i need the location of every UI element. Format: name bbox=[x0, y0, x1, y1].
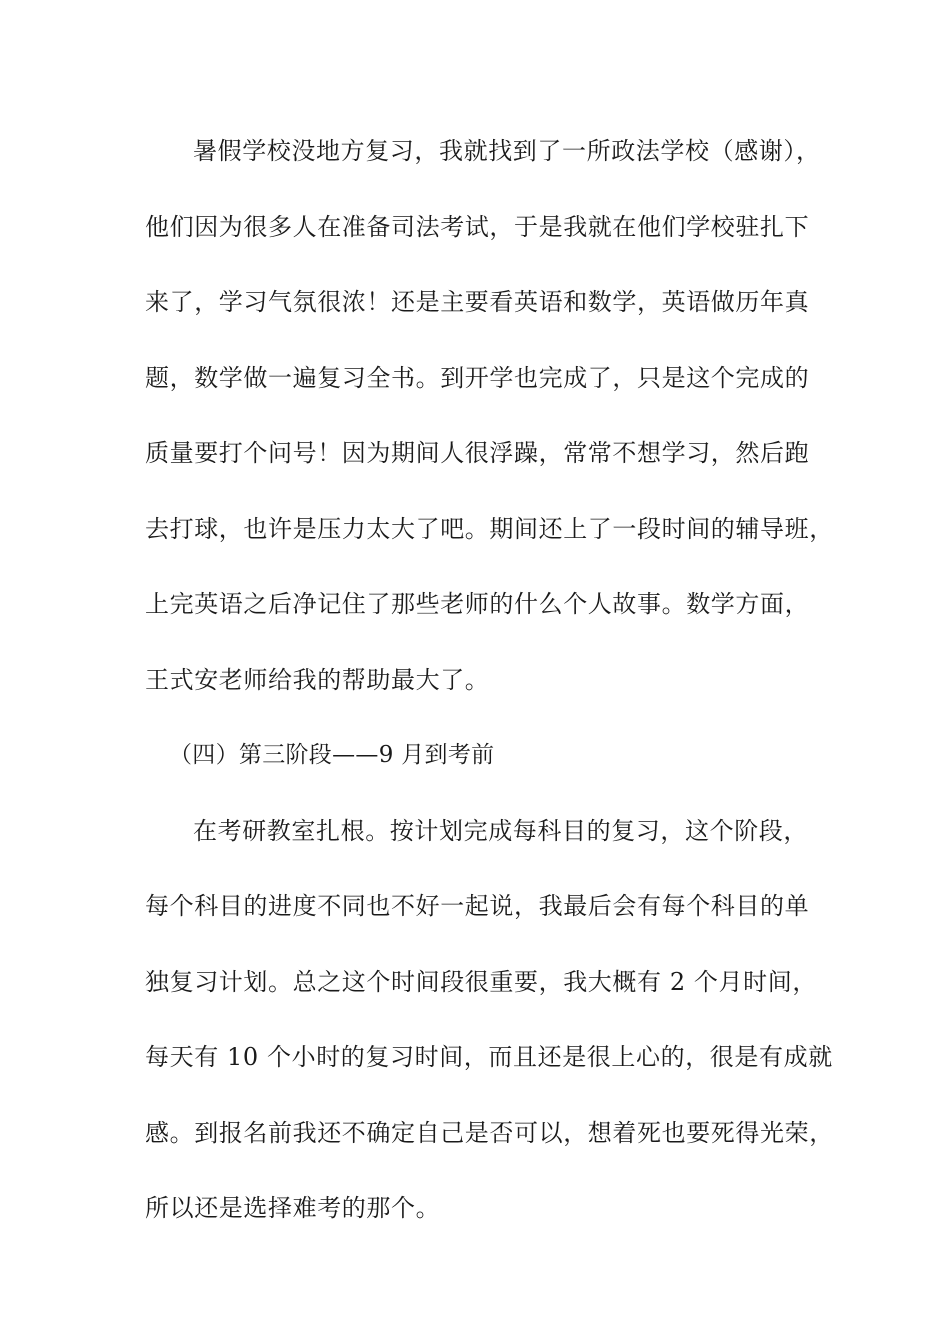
text-line: 独复习计划。总之这个时间段很重要，我大概有 2 个月时间， bbox=[145, 967, 817, 996]
text-line: 王式安老师给我的帮助最大了。 bbox=[145, 665, 490, 694]
text-line: 上完英语之后净记住了那些老师的什么个人故事。数学方面， bbox=[145, 590, 810, 618]
text-line: 题，数学做一遍复习全书。到开学也完成了，只是这个完成的 bbox=[145, 363, 810, 392]
text-line: 暑假学校没地方复习，我就找到了一所政法学校（感谢）， bbox=[193, 137, 821, 165]
text-line: 感。到报名前我还不确定自己是否可以，想着死也要死得光荣， bbox=[145, 1118, 834, 1147]
paragraph-summer-review bbox=[145, 126, 835, 730]
text-line: 在考研教室扎根。按计划完成每科目的复习，这个阶段， bbox=[193, 816, 808, 845]
text-line: 去打球，也许是压力太大了吧。期间还上了一段时间的辅导班， bbox=[145, 514, 834, 543]
section-heading: （四）第三阶段——9 月到考前 bbox=[169, 742, 495, 768]
text-line: 他们因为很多人在准备司法考试，于是我就在他们学校驻扎下 bbox=[145, 212, 810, 241]
text-line: 每天有 10 个小时的复习时间，而且还是很上心的，很是有成就 bbox=[145, 1043, 833, 1071]
text-line: 每个科目的进度不同也不好一起说，我最后会有每个科目的单 bbox=[145, 892, 810, 920]
text-line: 来了，学习气氛很浓！还是主要看英语和数学，英语做历年真 bbox=[145, 288, 810, 316]
text-line: 质量要打个问号！因为期间人很浮躁，常常不想学习，然后跑 bbox=[145, 439, 810, 467]
text-line: 所以还是选择难考的那个。 bbox=[145, 1194, 441, 1222]
document-page bbox=[145, 126, 835, 1259]
paragraph-third-stage bbox=[145, 806, 835, 1259]
